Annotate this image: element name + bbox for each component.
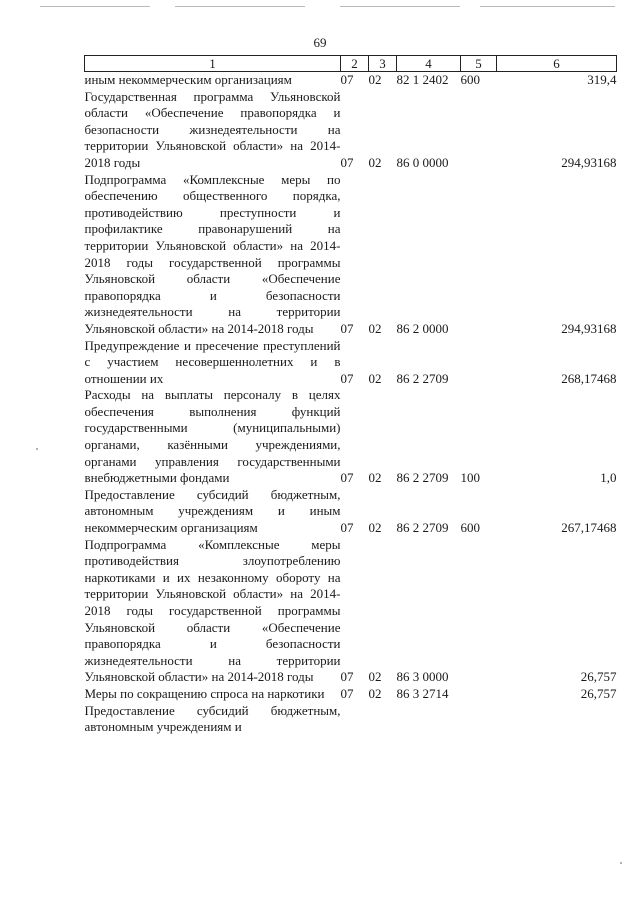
row-subsection: 02 <box>368 685 382 701</box>
table-row <box>85 537 617 686</box>
table-row <box>85 89 617 172</box>
row-description: Подпрограмма «Комплексные меры по обеспечению общественного порядка, противодействию преступности и профилактике правонарушений на территории Ульяновской области» на 2014-2018 годы государственной программы Ульяновской области «Обеспечение правопорядка и безопасности жизнедеятельности на территории Ульяновской области» на 2014-2018 годы <box>84 171 341 336</box>
column-header: 1 <box>85 56 341 72</box>
row-expense-type: 600 <box>460 520 480 536</box>
row-section: 07 <box>340 669 354 685</box>
row-description: иным некоммерческим организациям <box>84 72 292 87</box>
row-expense-type <box>461 537 497 686</box>
row-amount: 26,757 <box>580 685 617 701</box>
table-row <box>85 487 617 537</box>
scan-artifact-line <box>40 6 150 7</box>
row-description: Предоставление субсидий бюджетным, автономным учреждениям и иным некоммерческим организациям <box>84 486 341 536</box>
row-amount <box>497 703 617 736</box>
row-section: 07 <box>340 154 354 170</box>
table-row <box>85 686 617 703</box>
table-header-row <box>85 56 617 72</box>
row-expense-type <box>461 703 497 736</box>
row-target-code: 86 3 2714 <box>396 685 449 701</box>
row-target-code <box>397 703 461 736</box>
row-subsection: 02 <box>368 520 382 536</box>
row-target-code: 86 2 2709 <box>396 470 449 486</box>
row-subsection: 02 <box>368 320 382 336</box>
column-header: 2 <box>341 56 369 72</box>
column-header: 3 <box>369 56 397 72</box>
scan-artifact-line <box>340 6 460 7</box>
row-amount: 268,17468 <box>561 370 617 386</box>
row-subsection: 02 <box>368 470 382 486</box>
row-amount: 1,0 <box>600 470 617 486</box>
row-amount: 319,4 <box>587 72 617 87</box>
row-section: 07 <box>340 470 354 486</box>
row-description: Предупреждение и пресечение преступлений с участием несовершеннолетних и в отношении их <box>84 337 341 386</box>
row-amount: 294,93168 <box>561 320 617 336</box>
row-target-code: 82 1 2402 <box>396 72 449 87</box>
table-row <box>85 703 617 736</box>
row-expense-type: 600 <box>460 72 480 87</box>
row-section: 07 <box>340 320 354 336</box>
row-subsection: 02 <box>368 370 382 386</box>
row-description: Предоставление субсидий бюджетным, автономным учреждениям и <box>84 702 341 735</box>
row-section: 07 <box>340 685 354 701</box>
row-section: 07 <box>340 520 354 536</box>
row-description: Меры по сокращению спроса на наркотики <box>84 685 325 701</box>
row-amount: 267,17468 <box>561 520 617 536</box>
row-section: 07 <box>340 72 354 87</box>
row-subsection: 02 <box>368 72 382 87</box>
column-header: 6 <box>497 56 617 72</box>
page-number: 69 <box>313 35 327 50</box>
row-expense-type <box>461 338 497 388</box>
row-target-code: 86 0 0000 <box>396 154 449 170</box>
row-expense-type <box>461 172 497 338</box>
budget-table <box>84 55 617 736</box>
row-subsection <box>369 703 397 736</box>
table-row <box>85 338 617 388</box>
table-row <box>85 72 617 89</box>
row-description: Расходы на выплаты персоналу в целях обеспечения выполнения функций государственными (муниципальными) органами, казёнными учреждениями, органами управления государственными внебюджетными фондами <box>84 387 341 486</box>
column-header: 4 <box>397 56 461 72</box>
scan-artifact-line <box>480 6 615 7</box>
row-expense-type <box>461 686 497 703</box>
row-description: Государственная программа Ульяновской области «Обеспечение правопорядка и безопасности жизнедеятельности на территории Ульяновской области» на 2014-2018 годы <box>84 88 341 170</box>
row-amount: 26,757 <box>580 669 617 685</box>
row-target-code: 86 2 2709 <box>396 370 449 386</box>
row-amount: 294,93168 <box>561 154 617 170</box>
scan-artifact-dot <box>620 862 622 864</box>
scan-artifact-line <box>175 6 305 7</box>
row-target-code: 86 2 2709 <box>396 520 449 536</box>
row-subsection: 02 <box>368 154 382 170</box>
row-target-code: 86 3 0000 <box>396 669 449 685</box>
row-description: Подпрограмма «Комплексные меры противодействия злоупотреблению наркотиками и их незаконному обороту на территории Ульяновской области» на 2014-2018 годы государственной программы Ульяновской области «Обеспечение правопорядка и безопасности жизнедеятельности на территории Ульяновской области» на 2014-2018 годы <box>84 536 341 685</box>
row-section <box>341 703 369 736</box>
scan-artifact-dot <box>36 448 38 450</box>
row-expense-type: 100 <box>460 470 480 486</box>
column-header: 5 <box>461 56 497 72</box>
row-section: 07 <box>340 370 354 386</box>
row-target-code: 86 2 0000 <box>396 320 449 336</box>
row-subsection: 02 <box>368 669 382 685</box>
table-row <box>85 387 617 487</box>
table-row <box>85 172 617 338</box>
row-expense-type <box>461 89 497 172</box>
